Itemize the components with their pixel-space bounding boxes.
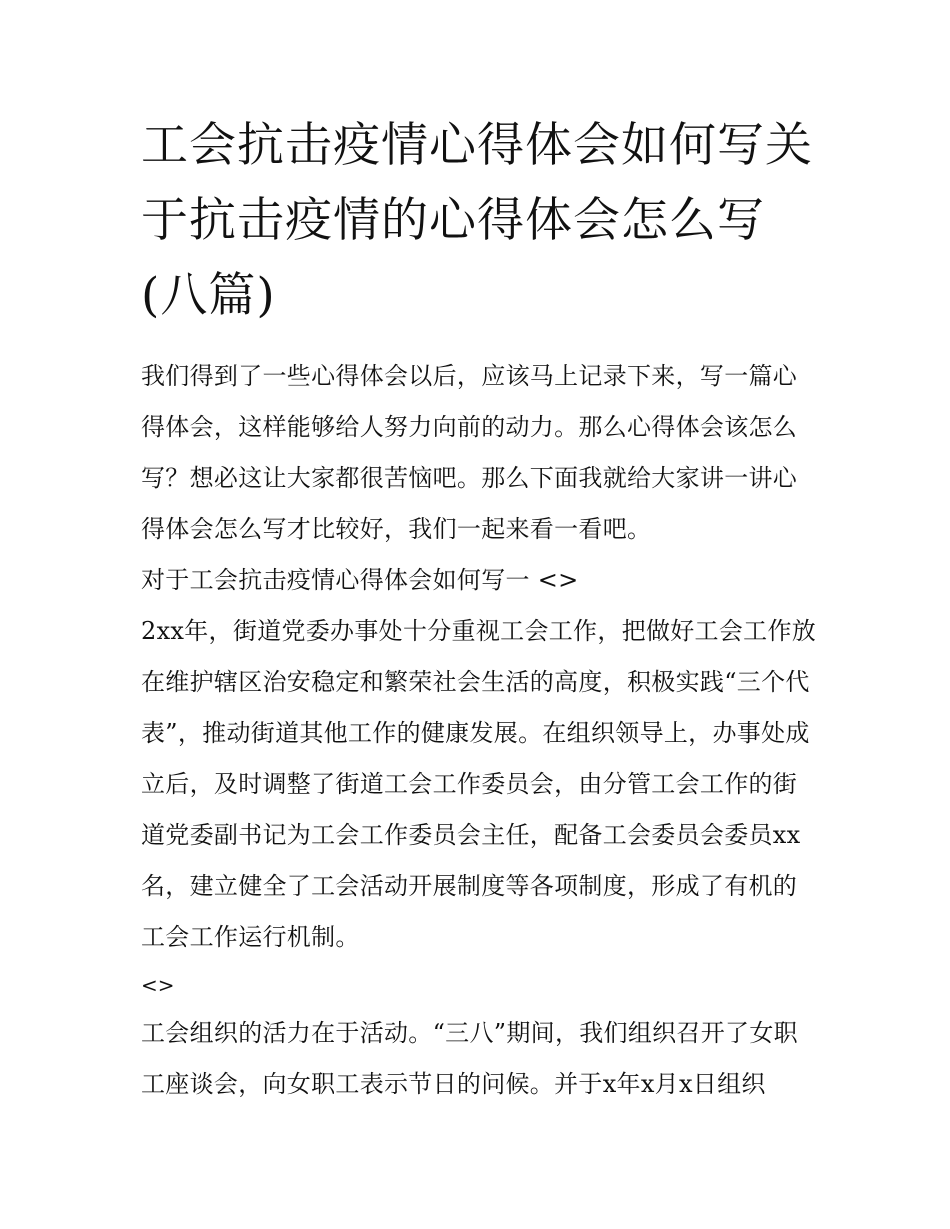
- document-body: [141, 351, 821, 1110]
- body-paragraph-1: 2xx年，街道党委办事处十分重视工会工作，把做好工会工作放在维护辖区治安稳定和繁荣社会生活的高度，积极实践“三个代表”，推动街道其他工作的健康发展。在组织领导上，办事处成立后，及时调整了街道工会工作委员会，由分管工会工作的街道党委副书记为工会工作委员会主任，配备工会委员会委员xx名，建立健全了工会活动开展制度等各项制度，形成了有机的工会工作运行机制。: [141, 617, 817, 951]
- document-page: [141, 108, 821, 1110]
- intro-paragraph: 我们得到了一些心得体会以后，应该马上记录下来，写一篇心得体会，这样能够给人努力向前的动力。那么心得体会该怎么写？想必这让大家都很苦恼吧。那么下面我就给大家讲一讲心得体会怎么写才比较好，我们一起来看一看吧。: [141, 362, 798, 543]
- placeholder-marker: <>: [141, 973, 175, 997]
- section-heading: 对于工会抗击疫情心得体会如何写一 <>: [141, 566, 579, 594]
- body-paragraph-2: 工会组织的活力在于活动。“三八”期间，我们组织召开了女职工座谈会，向女职工表示节日的问候。并于x年x月x日组织: [141, 1019, 798, 1098]
- document-title: 工会抗击疫情心得体会如何写关于抗击疫情的心得体会怎么写(八篇): [141, 118, 813, 323]
